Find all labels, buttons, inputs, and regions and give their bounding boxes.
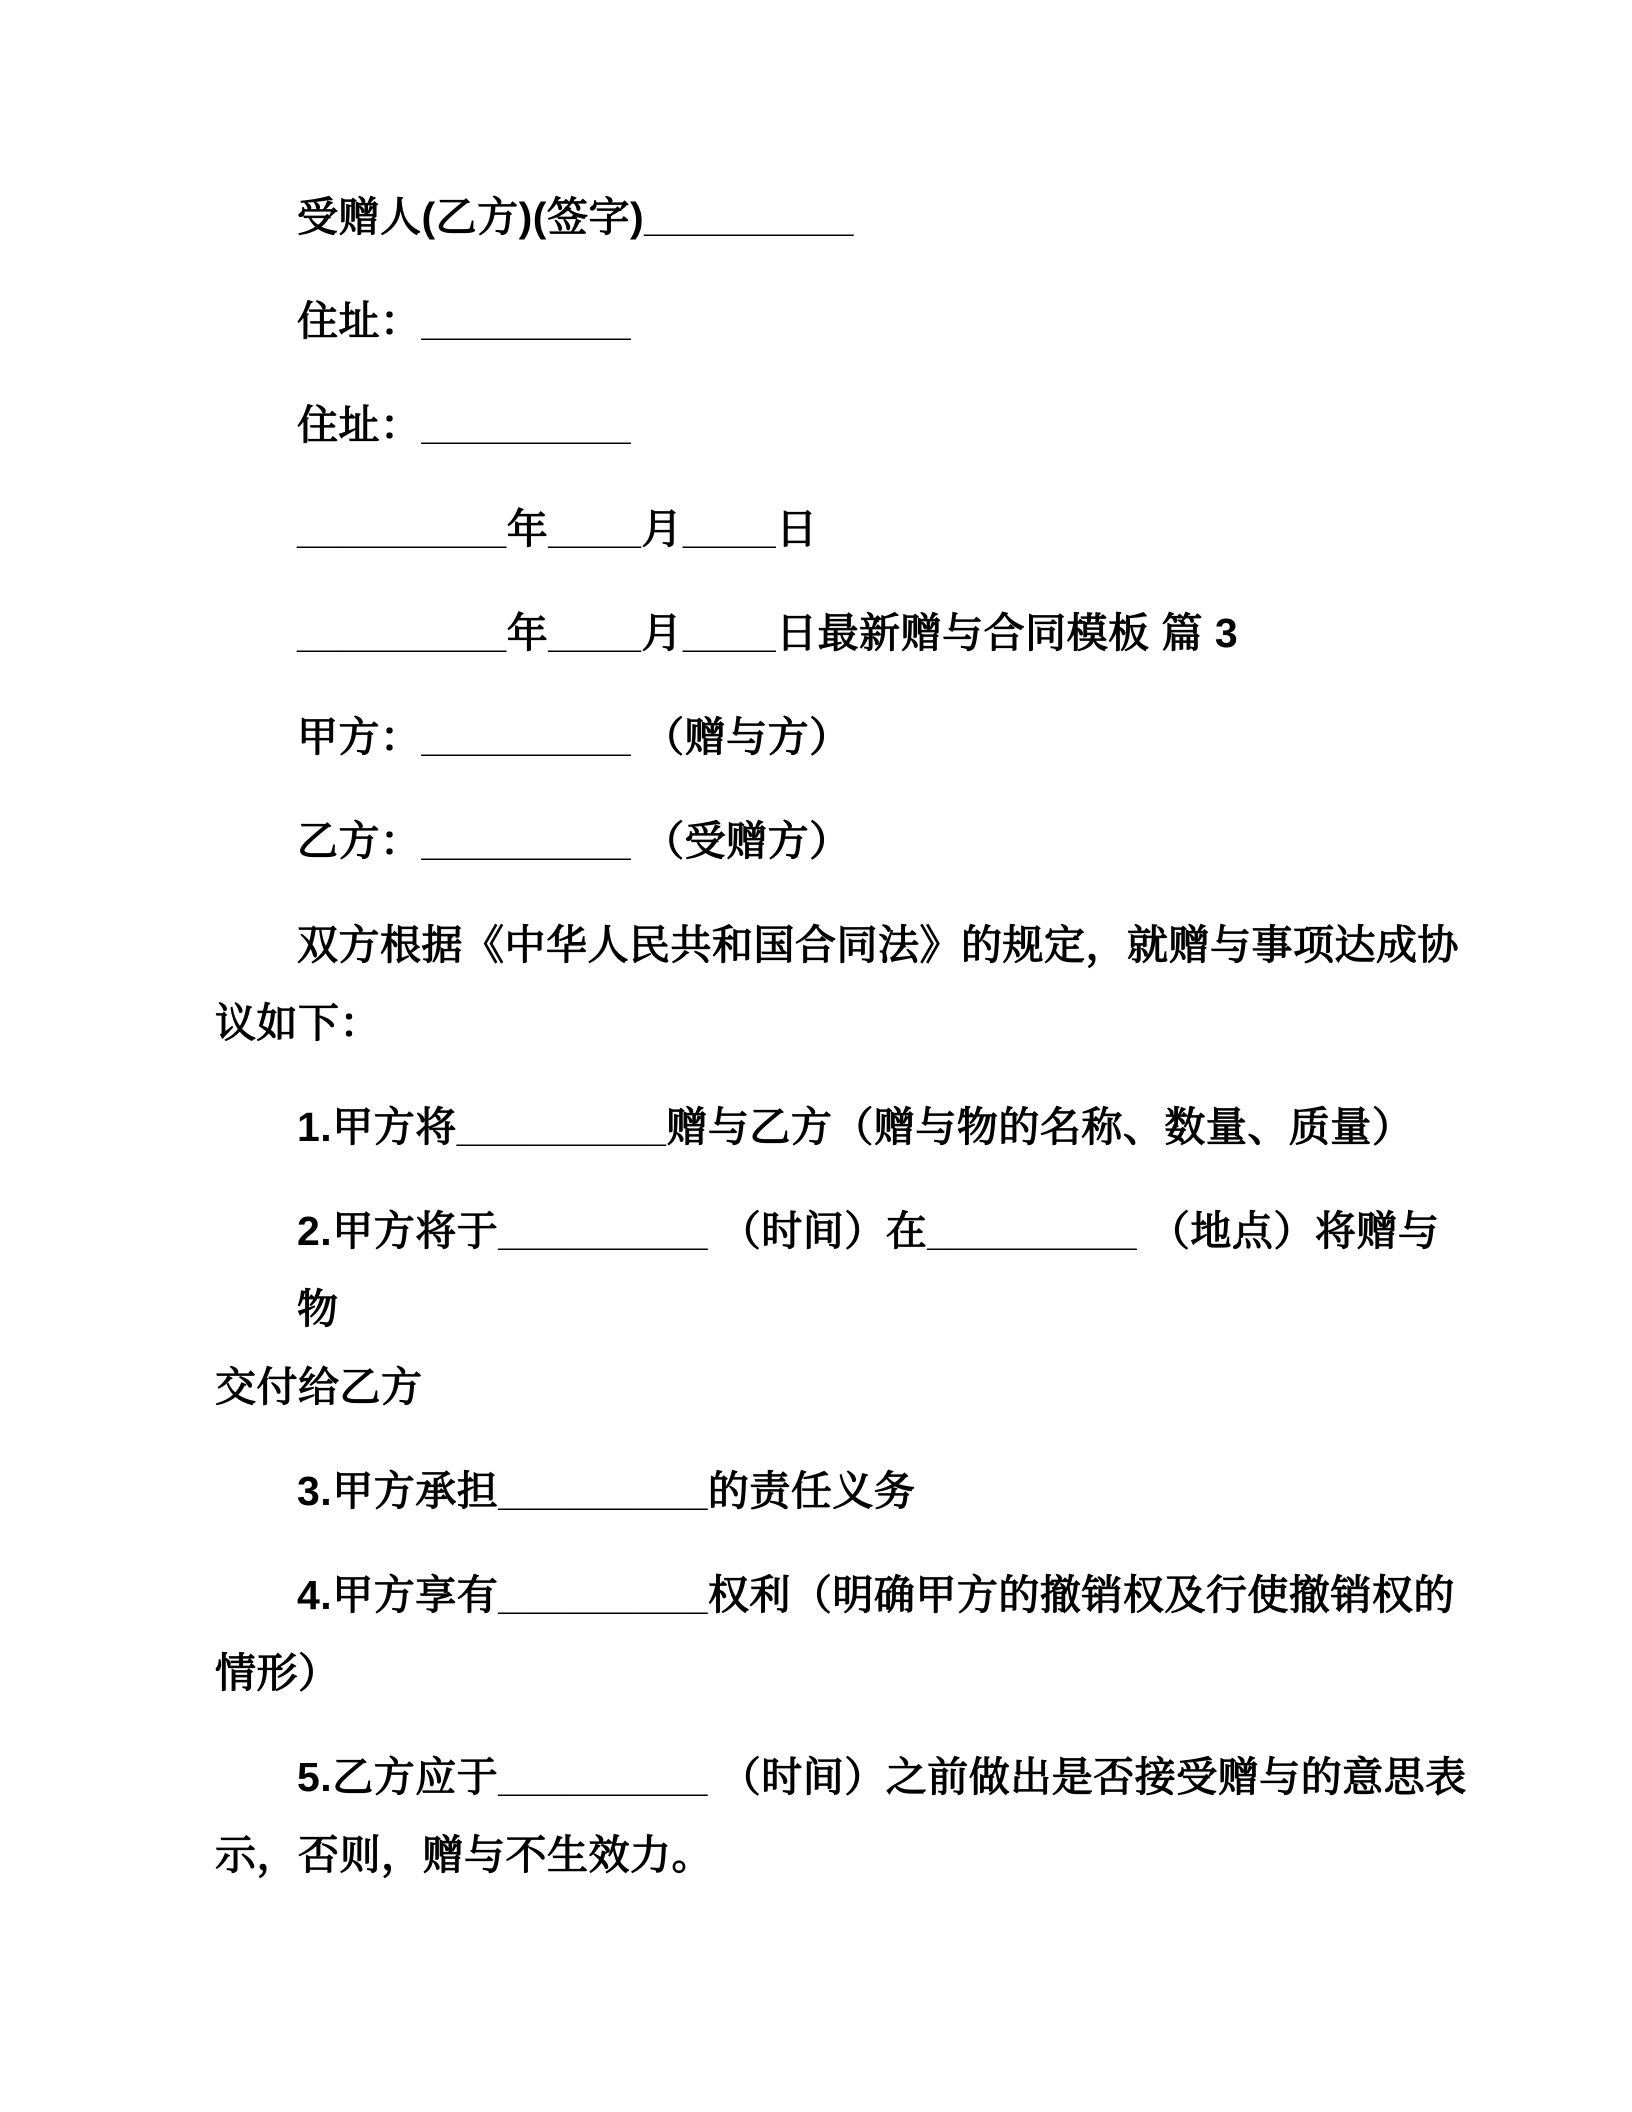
text-line-clause-5a: 5.乙方应于_________ （时间）之前做出是否接受赠与的意思表 [297, 1754, 1467, 1800]
text-line-clause-4b: 情形） [215, 1650, 340, 1696]
text-line-party-a: 甲方：_________ （赠与方） [297, 714, 851, 760]
text-line-party-b: 乙方：_________ （受赠方） [297, 818, 851, 864]
text-line-clause-5b: 示，否则，赠与不生效力。 [215, 1832, 713, 1878]
text-line-address-2: 住址：_________ [297, 402, 632, 448]
text-line-address-1: 住址：_________ [297, 298, 632, 344]
text-line-intro-1: 双方根据《中华人民共和国合同法》的规定，就赠与事项达成协 [297, 922, 1459, 968]
text-line-clause-2b: 交付给乙方 [215, 1364, 423, 1410]
text-line-date-blank-1: _________年____月____日 [297, 506, 818, 552]
text-line-clause-4a: 4.甲方享有_________权利（明确甲方的撤销权及行使撤销权的 [297, 1572, 1455, 1618]
text-line-date-blank-2-template-title: _________年____月____日最新赠与合同模板 篇 3 [297, 610, 1239, 656]
text-line-clause-3: 3.甲方承担_________的责任义务 [297, 1468, 916, 1514]
text-line-clause-2a: 2.甲方将于_________ （时间）在_________ （地点）将赠与物 [297, 1208, 1440, 1332]
text-line-signature-party-b: 受赠人(乙方)(签字)_________ [297, 194, 854, 240]
text-line-clause-1: 1.甲方将_________赠与乙方（赠与物的名称、数量、质量） [297, 1104, 1414, 1150]
text-line-intro-2: 议如下： [215, 1000, 381, 1046]
